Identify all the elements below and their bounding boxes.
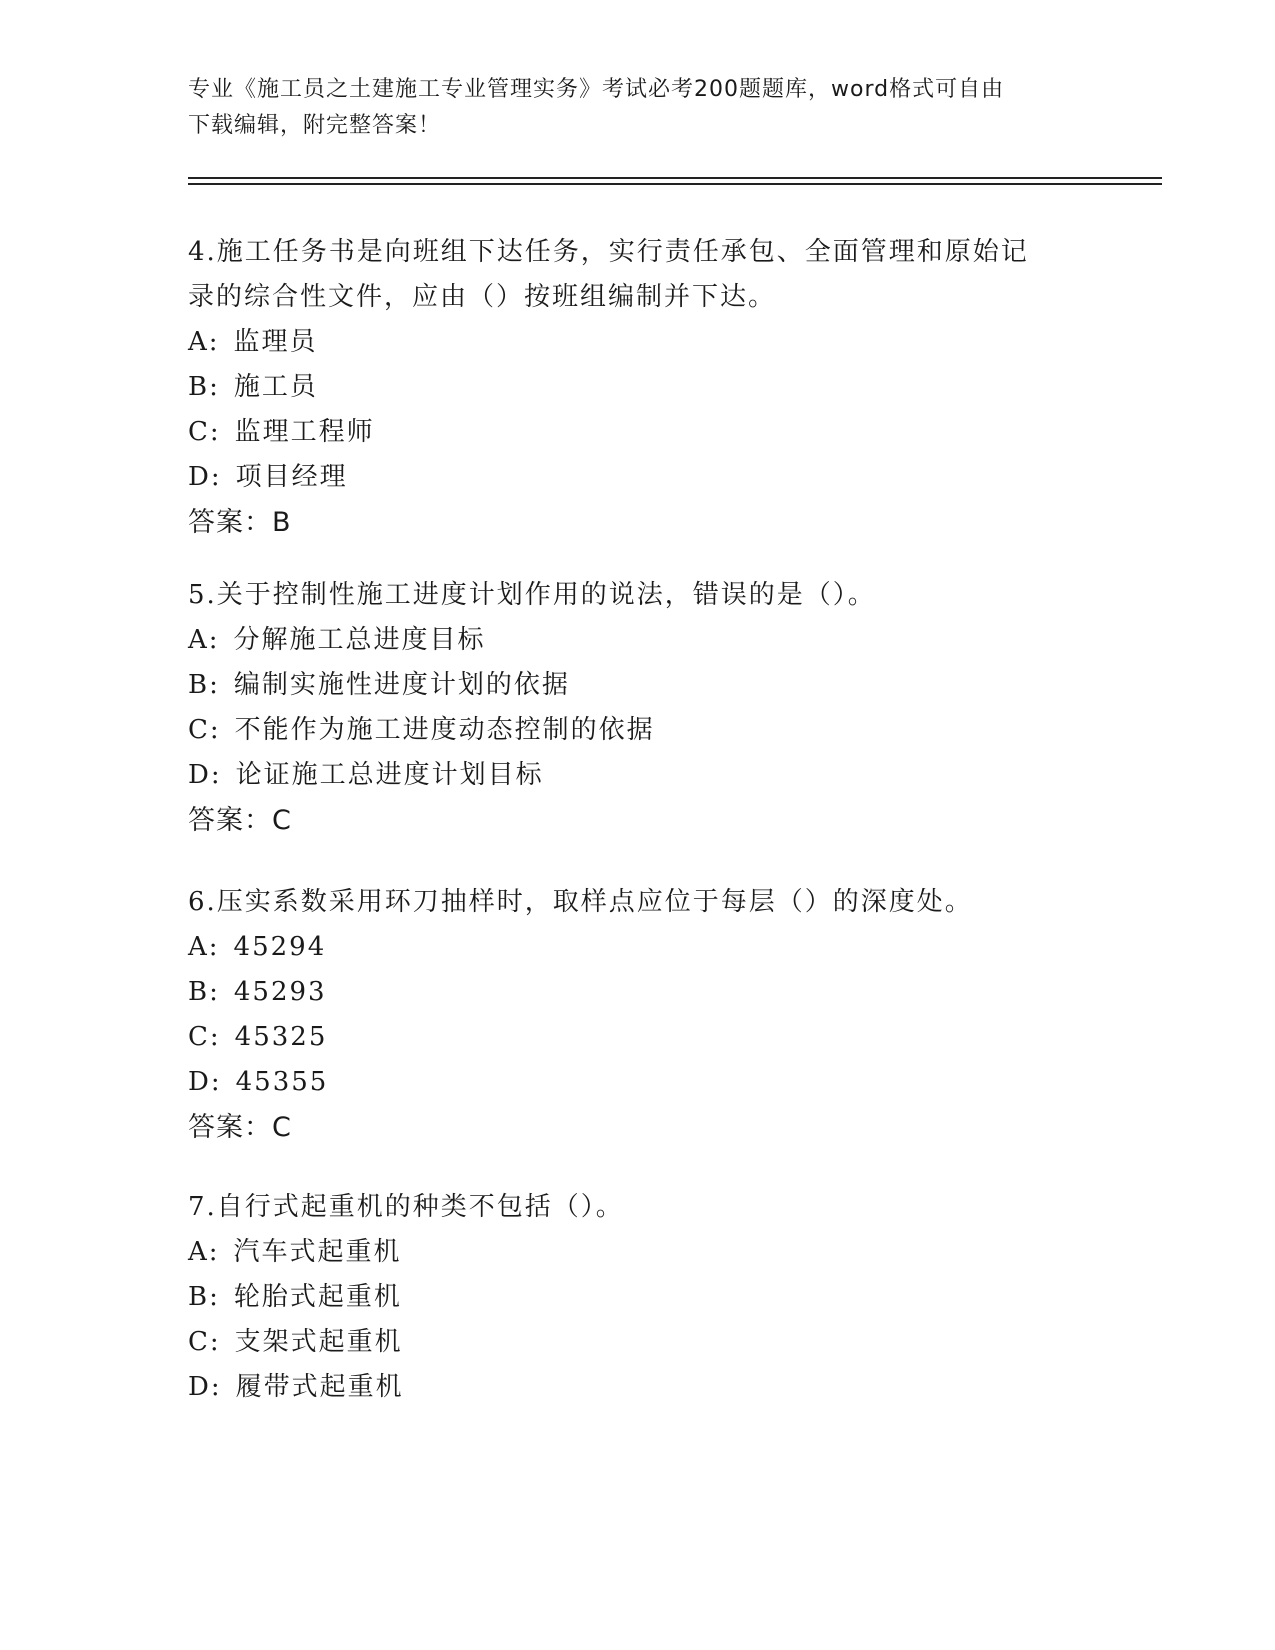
option-letter: D: [188, 462, 222, 492]
option-text: 汽车式起重机 [233, 1237, 402, 1267]
option-text: 分解施工总进度目标 [233, 625, 486, 655]
option-letter: D: [188, 1067, 222, 1097]
option-b [188, 970, 1088, 1015]
option-text: 支架式起重机 [234, 1327, 403, 1357]
option-letter: B: [188, 1282, 220, 1312]
option-d [188, 753, 1088, 798]
option-letter: B: [188, 372, 220, 402]
option-letter: A: [188, 625, 220, 655]
option-text: 45293 [233, 977, 327, 1007]
option-c [188, 1015, 1088, 1060]
document-header [188, 72, 1068, 144]
option-letter: B: [188, 670, 220, 700]
option-a [188, 1230, 1088, 1275]
option-text: 监理员 [233, 327, 318, 357]
question-7 [188, 1185, 1088, 1410]
option-letter: D: [188, 1372, 222, 1402]
option-text: 履带式起重机 [235, 1372, 404, 1402]
option-a [188, 320, 1088, 365]
question-stem: 5.关于控制性施工进度计划作用的说法，错误的是（）。 [188, 580, 876, 610]
question-stem: 4.施工任务书是向班组下达任务，实行责任承包、全面管理和原始记 [188, 237, 1029, 267]
option-letter: C: [188, 417, 221, 447]
option-letter: D: [188, 760, 222, 790]
option-a [188, 618, 1088, 663]
option-b [188, 365, 1088, 410]
header-line-1: 专业《施工员之土建施工专业管理实务》考试必考200题题库，word格式可自由 [188, 77, 1005, 102]
option-text: 编制实施性进度计划的依据 [233, 670, 570, 700]
option-text: 轮胎式起重机 [233, 1282, 402, 1312]
option-c [188, 410, 1088, 455]
option-d [188, 1365, 1088, 1410]
option-letter: C: [188, 1327, 221, 1357]
option-letter: C: [188, 715, 221, 745]
option-text: 45355 [235, 1067, 329, 1097]
option-c [188, 708, 1088, 753]
option-a [188, 925, 1088, 970]
header-line-2: 下载编辑，附完整答案！ [188, 113, 442, 138]
answer-line: 答案：B [188, 507, 292, 538]
option-text: 不能作为施工进度动态控制的依据 [234, 715, 655, 745]
header-divider-top [188, 177, 1162, 179]
option-letter: C: [188, 1022, 221, 1052]
option-text: 施工员 [233, 372, 318, 402]
question-stem: 6.压实系数采用环刀抽样时，取样点应位于每层（）的深度处。 [188, 887, 973, 917]
option-d [188, 1060, 1088, 1105]
option-c [188, 1320, 1088, 1365]
option-text: 项目经理 [235, 462, 348, 492]
question-5 [188, 573, 1088, 844]
option-text: 论证施工总进度计划目标 [235, 760, 544, 790]
option-b [188, 1275, 1088, 1320]
option-b [188, 663, 1088, 708]
question-stem-continued: 录的综合性文件，应由（）按班组编制并下达。 [188, 282, 777, 312]
option-text: 45325 [234, 1022, 328, 1052]
option-letter: A: [188, 1237, 220, 1267]
option-letter: A: [188, 932, 220, 962]
header-divider-bottom [188, 183, 1162, 185]
question-4 [188, 230, 1088, 546]
option-letter: B: [188, 977, 220, 1007]
option-letter: A: [188, 327, 220, 357]
answer-line: 答案：C [188, 1112, 292, 1143]
answer-line: 答案：C [188, 805, 292, 836]
option-text: 监理工程师 [234, 417, 375, 447]
option-text: 45294 [233, 932, 327, 962]
option-d [188, 455, 1088, 500]
question-6 [188, 880, 1088, 1151]
question-stem: 7.自行式起重机的种类不包括（）。 [188, 1192, 624, 1222]
